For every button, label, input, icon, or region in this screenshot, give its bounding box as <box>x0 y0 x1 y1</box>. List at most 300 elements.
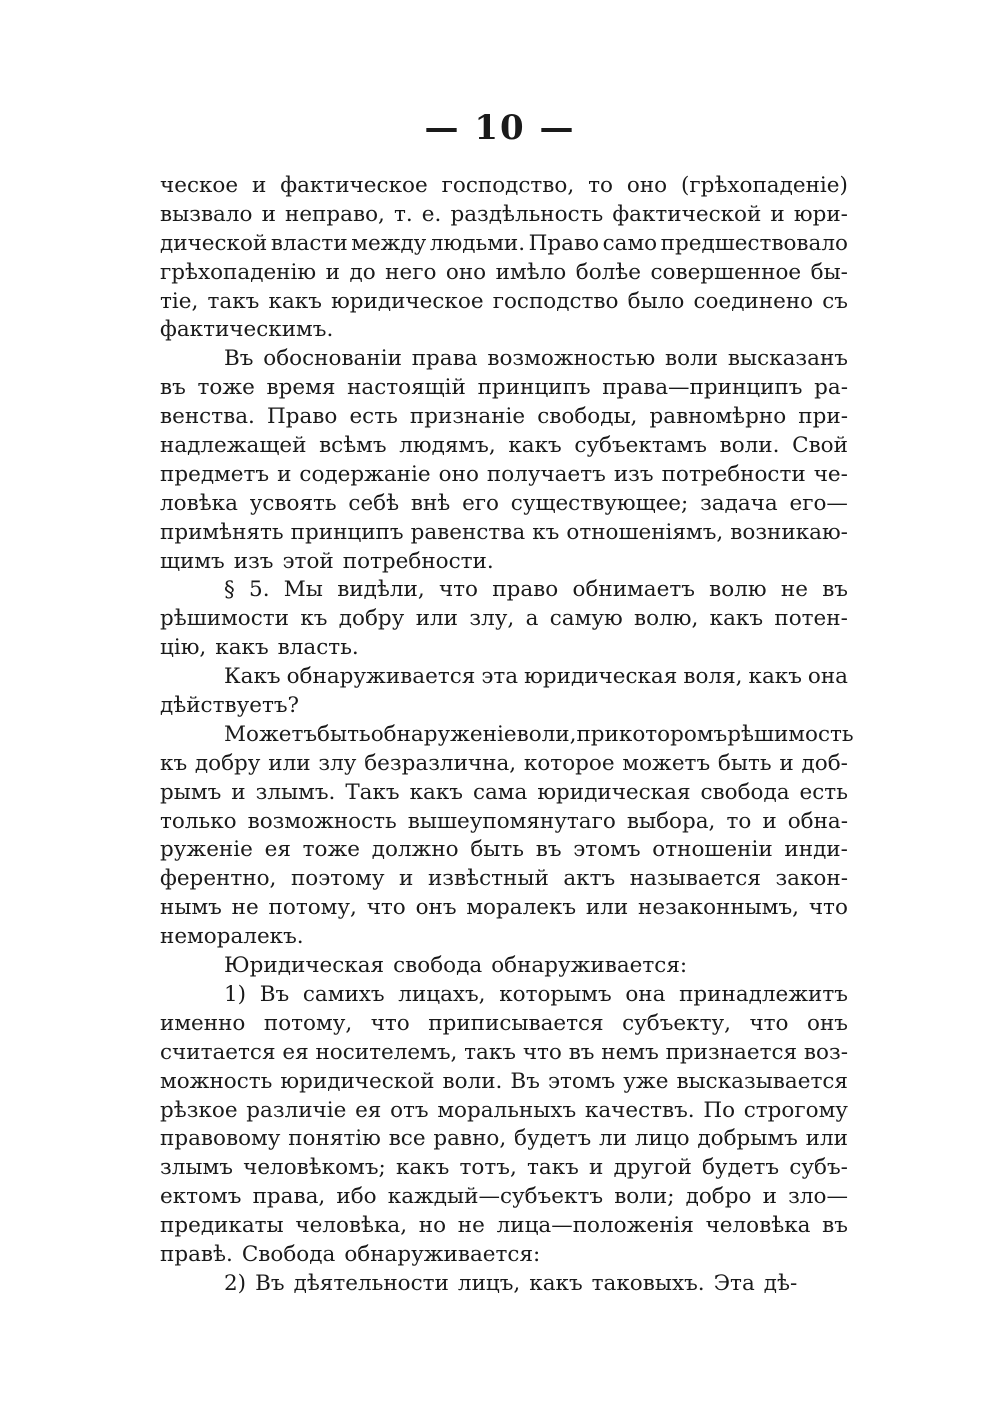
word: при- <box>798 404 848 430</box>
word: венства. <box>160 404 255 430</box>
word: ектомъ <box>160 1184 242 1210</box>
word: самую <box>549 606 623 632</box>
word: ли <box>599 1126 627 1152</box>
word: дѣятельности <box>293 1270 449 1296</box>
word: до <box>349 259 376 285</box>
word: существующее; <box>510 490 689 516</box>
word: лицо <box>634 1126 690 1152</box>
word: высказанъ <box>727 346 848 372</box>
word: 2) <box>224 1270 247 1296</box>
word: какъ <box>395 1155 450 1181</box>
word: обнаруженіе <box>370 721 517 747</box>
word: воли. <box>442 1068 503 1094</box>
word: какъ <box>215 635 269 661</box>
word: есть <box>349 404 398 430</box>
word: какъ <box>508 433 562 459</box>
word: свобода <box>393 953 483 979</box>
word: щимъ <box>160 548 225 574</box>
word: приписывается <box>428 1010 604 1036</box>
word: надлежащей <box>160 433 307 459</box>
word: въ <box>535 837 562 863</box>
word: лицахъ, <box>398 981 486 1007</box>
word: злымъ <box>160 1155 233 1181</box>
word: нымъ <box>160 895 222 921</box>
word: предметъ <box>160 461 270 487</box>
word: людямъ, <box>399 433 496 459</box>
word: юридическая <box>524 664 678 690</box>
text-line <box>160 403 848 432</box>
word: ея <box>264 837 291 863</box>
word: что <box>438 577 478 603</box>
word: права <box>411 346 478 372</box>
word: субъ- <box>789 1155 848 1181</box>
word: которомъ <box>618 721 728 747</box>
word: Эта <box>713 1270 755 1296</box>
word: какъ <box>268 288 322 314</box>
word: качествъ. <box>584 1097 695 1123</box>
word: примѣнять <box>160 519 284 545</box>
word: 5. <box>249 577 270 603</box>
word: можетъ <box>622 750 711 776</box>
word: тоже <box>197 375 255 401</box>
word: такъ <box>464 1039 516 1065</box>
word: его <box>462 490 499 516</box>
word: ея <box>355 1097 382 1123</box>
word: принципъ <box>290 519 404 545</box>
word: бы- <box>810 259 848 285</box>
word: злу <box>318 750 357 776</box>
word: лица—положенія <box>496 1213 694 1239</box>
word: въ <box>822 1213 848 1239</box>
word: и <box>762 808 777 834</box>
word: различіе <box>246 1097 347 1123</box>
word: вышеупомянутаго <box>407 808 616 834</box>
word: добру <box>194 750 261 776</box>
word: человѣкомъ; <box>243 1155 386 1181</box>
word: выбора, <box>626 808 716 834</box>
word: такъ <box>526 1155 579 1181</box>
word: именно <box>160 1010 246 1036</box>
word: называется <box>629 866 761 892</box>
word: доб- <box>801 750 848 776</box>
word: злымъ. <box>255 779 336 805</box>
word: Въ <box>255 1270 285 1296</box>
word: е. <box>421 201 442 227</box>
word: человѣка <box>705 1213 811 1239</box>
text-line <box>160 288 848 317</box>
word: которое <box>523 750 615 776</box>
word: себѣ <box>348 490 400 516</box>
word: какъ <box>748 664 802 690</box>
text-line <box>160 1241 848 1270</box>
word: волю, <box>634 606 699 632</box>
word: равно, <box>433 1126 507 1152</box>
word: эта <box>481 664 519 690</box>
word: изъ <box>613 461 654 487</box>
word: дѣ- <box>763 1270 798 1296</box>
text-line <box>160 432 848 461</box>
word: добру <box>338 606 405 632</box>
word: или <box>805 1126 848 1152</box>
word: при <box>576 721 619 747</box>
word: человѣка, <box>295 1213 408 1239</box>
word: не <box>457 1213 485 1239</box>
word: считается <box>160 1039 276 1065</box>
word: ческое <box>160 173 239 198</box>
word: фактической <box>612 201 762 227</box>
word: ловѣка <box>160 490 238 516</box>
word: видѣли, <box>337 577 425 603</box>
word: а <box>525 606 539 632</box>
word: быть <box>317 721 371 747</box>
text-line <box>160 201 848 230</box>
word: обнаруживается: <box>491 953 688 979</box>
word: вызвало <box>160 201 253 227</box>
text-line <box>160 548 848 577</box>
word: неморалекъ. <box>160 924 304 950</box>
word: рѣзкое <box>160 1097 238 1123</box>
word: должно <box>371 837 459 863</box>
word: этой <box>282 548 334 574</box>
word: отношеніямъ, <box>566 519 724 545</box>
word: дической <box>160 230 268 256</box>
word: въ <box>568 1039 595 1065</box>
word: злу, <box>469 606 515 632</box>
word: По <box>703 1097 736 1123</box>
word: то <box>726 808 752 834</box>
word: 1) <box>224 981 247 1007</box>
word: цію, <box>160 635 207 661</box>
word: предикаты <box>160 1213 284 1239</box>
word: Можетъ <box>224 721 318 747</box>
text-line <box>160 1154 848 1183</box>
word: потен- <box>774 606 848 632</box>
word: Какъ <box>224 664 281 690</box>
word: этомъ <box>573 837 641 863</box>
word: волю <box>709 577 767 603</box>
word: таковыхъ. <box>591 1270 705 1296</box>
word: Въ <box>510 1068 540 1094</box>
word: и <box>325 259 340 285</box>
word: содержаніе <box>299 461 431 487</box>
word: принадлежитъ <box>679 981 848 1007</box>
word: но <box>418 1213 447 1239</box>
text-line <box>160 692 848 721</box>
word: субъекту, <box>622 1010 731 1036</box>
word: юридическая <box>537 779 691 805</box>
word: Такъ <box>345 779 400 805</box>
word: что <box>808 895 848 921</box>
word: и <box>770 201 785 227</box>
word: оно <box>626 173 668 198</box>
word: потребности <box>661 461 806 487</box>
word: что <box>366 895 406 921</box>
word: неправо, <box>285 201 385 227</box>
page-number: — 10 — <box>424 108 576 148</box>
text-line <box>160 1212 848 1241</box>
word: добро <box>685 1184 752 1210</box>
word: что <box>370 1010 410 1036</box>
text-line <box>160 1125 848 1154</box>
word: высказывается <box>676 1068 848 1094</box>
word: безразлична, <box>364 750 517 776</box>
word: потому, <box>263 1010 353 1036</box>
word: него <box>385 259 437 285</box>
word: обнаруживается: <box>344 1241 541 1267</box>
word: или <box>585 895 629 921</box>
word: воли, <box>516 721 577 747</box>
word: имѣло <box>495 259 567 285</box>
word: то <box>588 173 613 198</box>
text-line <box>160 808 848 837</box>
word: субъектамъ <box>574 433 707 459</box>
word: и <box>762 1184 777 1210</box>
word: свобода <box>700 779 790 805</box>
word: права—принципъ <box>602 375 803 401</box>
word: господство <box>492 288 619 314</box>
word: внѣ <box>410 490 451 516</box>
word: незаконнымъ, <box>638 895 800 921</box>
text-line <box>160 779 848 808</box>
text-line <box>160 865 848 894</box>
text-line <box>160 634 848 663</box>
text-line <box>160 952 848 981</box>
word: носителемъ, <box>315 1039 458 1065</box>
word: и <box>399 866 414 892</box>
word: и <box>589 1155 604 1181</box>
word: и <box>231 779 246 805</box>
word: обнаруживается <box>286 664 476 690</box>
word: признаніе <box>409 404 526 430</box>
word: воли. <box>719 433 780 459</box>
word: фактическимъ. <box>160 317 334 343</box>
word: равенства <box>410 519 526 545</box>
word: воля, <box>683 664 743 690</box>
word: воли <box>665 346 719 372</box>
word: или <box>415 606 459 632</box>
word: добрымъ <box>697 1126 798 1152</box>
word: актъ <box>563 866 616 892</box>
word: строгому <box>743 1097 848 1123</box>
word: немъ <box>601 1039 659 1065</box>
word: извѣстный <box>427 866 549 892</box>
text-line <box>160 1270 848 1299</box>
word: обоснованіи <box>263 346 402 372</box>
word: его— <box>789 490 848 516</box>
word: ра- <box>814 375 848 401</box>
text-line <box>160 345 848 374</box>
word: отношеніи <box>652 837 773 863</box>
word: § <box>224 577 235 603</box>
word: что <box>522 1039 562 1065</box>
word: возможностью <box>487 346 656 372</box>
text-line <box>160 1010 848 1039</box>
word: юридическое <box>331 288 484 314</box>
word: не <box>231 895 259 921</box>
word: рымъ <box>160 779 222 805</box>
word: сама <box>472 779 528 805</box>
word: какъ <box>529 1270 583 1296</box>
word: тоже <box>302 837 360 863</box>
word: было <box>627 288 685 314</box>
word: воли; <box>614 1184 675 1210</box>
word: каждый—субъектъ <box>387 1184 604 1210</box>
word: къ <box>160 750 188 776</box>
word: быть <box>717 750 772 776</box>
word: людьми. <box>429 230 526 256</box>
text-line <box>160 750 848 779</box>
word: ея <box>282 1039 309 1065</box>
word: инди- <box>784 837 848 863</box>
text-line <box>160 605 848 634</box>
word: обнимаетъ <box>572 577 695 603</box>
text-line <box>160 1097 848 1126</box>
word: Свобода <box>241 1241 336 1267</box>
word: этомъ <box>547 1068 616 1094</box>
word: есть <box>799 779 848 805</box>
word: усвоять <box>249 490 337 516</box>
word: право <box>492 577 559 603</box>
word: че- <box>813 461 848 487</box>
text-line <box>160 894 848 923</box>
word: предшествовало <box>660 230 848 256</box>
word: задача <box>700 490 778 516</box>
word: потому, <box>268 895 357 921</box>
word: ибо <box>336 1184 377 1210</box>
word: самихъ <box>302 981 385 1007</box>
word: Право <box>266 404 338 430</box>
word: равномѣрно <box>649 404 787 430</box>
word: фактическое <box>280 173 428 198</box>
word: и <box>277 461 292 487</box>
word: или <box>268 750 311 776</box>
word: все <box>388 1126 426 1152</box>
word: какъ <box>709 606 764 632</box>
word: грѣхопаденію <box>160 259 317 285</box>
word: къ <box>532 519 560 545</box>
word: закон- <box>775 866 848 892</box>
word: оно <box>438 461 479 487</box>
word: только <box>160 808 237 834</box>
word: воз- <box>803 1039 848 1065</box>
word: настоящій <box>347 375 466 401</box>
word: отъ <box>390 1097 429 1123</box>
word: господство, <box>441 173 575 198</box>
word: и <box>779 750 794 776</box>
text-line <box>160 923 848 952</box>
word: т. <box>393 201 413 227</box>
text-line <box>160 1039 848 1068</box>
word: власти <box>270 230 348 256</box>
word: Свой <box>792 433 848 459</box>
text-line <box>160 663 848 692</box>
word: быть <box>470 837 524 863</box>
word: которымъ <box>499 981 612 1007</box>
word: изъ <box>233 548 274 574</box>
word: не <box>780 577 808 603</box>
word: соединено <box>693 288 814 314</box>
word: будетъ <box>701 1155 780 1181</box>
word: дѣйствуетъ? <box>160 693 300 719</box>
word: принципъ <box>477 375 591 401</box>
word: другой <box>613 1155 692 1181</box>
word: возможность <box>247 808 397 834</box>
word: Право <box>528 230 600 256</box>
word: юри- <box>793 201 848 227</box>
text-line <box>160 576 848 605</box>
word: моралекъ <box>466 895 577 921</box>
text-line <box>160 519 848 548</box>
text-line <box>160 230 848 259</box>
word: болѣе <box>575 259 641 285</box>
word: рѣшимость <box>727 721 854 747</box>
word: возникаю- <box>730 519 848 545</box>
word: понятію <box>288 1126 381 1152</box>
text-line <box>160 259 848 288</box>
word: она <box>807 664 848 690</box>
word: рѣшимости <box>160 606 289 632</box>
word: можность <box>160 1068 273 1094</box>
text-line <box>160 490 848 519</box>
word: въ <box>160 375 186 401</box>
word: онъ <box>807 1010 848 1036</box>
word: съ <box>822 288 848 314</box>
word: руженіе <box>160 837 253 863</box>
text-line <box>160 172 848 201</box>
word: получаетъ <box>486 461 606 487</box>
word: правовому <box>160 1126 281 1152</box>
text-line <box>160 374 848 403</box>
word: въ <box>822 577 848 603</box>
word: свободы, <box>537 404 638 430</box>
word: онъ <box>415 895 457 921</box>
word: къ <box>300 606 328 632</box>
word: Юридическая <box>224 953 385 979</box>
word: будетъ <box>514 1126 592 1152</box>
word: лицъ, <box>457 1270 521 1296</box>
text-line <box>160 1183 848 1212</box>
word: моральныхъ <box>437 1097 577 1123</box>
word: признается <box>665 1039 798 1065</box>
word: поэтому <box>290 866 385 892</box>
word: что <box>749 1010 789 1036</box>
word: и <box>261 201 276 227</box>
word: совершенное <box>650 259 802 285</box>
word: тіе, <box>160 288 199 314</box>
word: Мы <box>283 577 323 603</box>
word: раздѣльность <box>450 201 604 227</box>
word: она <box>625 981 666 1007</box>
word: какъ <box>409 779 463 805</box>
word: права, <box>252 1184 326 1210</box>
word: Въ <box>259 981 290 1007</box>
word: время <box>266 375 336 401</box>
word: всѣмъ <box>319 433 387 459</box>
word: тотъ, <box>459 1155 517 1181</box>
word: зло— <box>788 1184 848 1210</box>
word: такъ <box>207 288 260 314</box>
text-line <box>160 461 848 490</box>
word: между <box>351 230 427 256</box>
text-line <box>160 316 848 345</box>
word: обна- <box>787 808 848 834</box>
text-line <box>160 981 848 1010</box>
text-line <box>160 721 854 750</box>
word: уже <box>623 1068 669 1094</box>
text-line <box>160 1068 848 1097</box>
word: оно <box>445 259 487 285</box>
word: и <box>252 173 267 198</box>
